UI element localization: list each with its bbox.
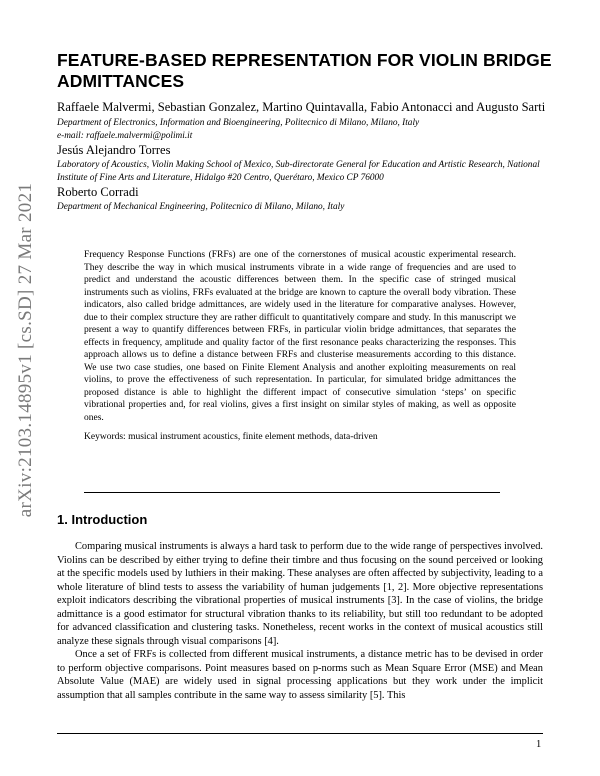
paper-title: FEATURE-BASED REPRESENTATION FOR VIOLIN BRIDGE ADMITTANCES — [57, 50, 552, 91]
abstract-divider — [84, 492, 500, 493]
arxiv-id: arXiv:2103.14895v1 [cs.SD] 27 Mar 2021 — [15, 182, 36, 518]
affiliation-3: Department of Mechanical Engineering, Politecnico di Milano, Milano, Italy — [57, 202, 345, 212]
affiliation-1: Department of Electronics, Information and Bioengineering, Politecnico di Milano, Milano, Italy — [57, 118, 420, 128]
body-paragraph: Comparing musical instruments is always a hard task to perform due to the wide range of perspectives involved. Violins can be described by either trying to define their timbre and thus focusing on the sound perceived or looking at the specific models used by luthiers in their making. These analyses are often affected by subjectivity, leading to a whole literature of blind tests to assess the variability of human judgements [1, 2]. More objective representations exploit indicators describing the vibrational properties of musical instruments [3]. In the case of violins, the bridge admittance is a good estimator for structural vibration thanks to its reliability, but still too redundant to be adopted for advanced classification and clustering tasks. Nonetheless, recent works in the context of musical acoustics still analyze these signals through visual comparisons [4]. — [57, 541, 543, 647]
author-block — [57, 100, 557, 214]
author-names-2: Jesús Alejandro Torres — [57, 143, 171, 157]
page-number: 1 — [536, 739, 542, 750]
author-names-3: Roberto Corradi — [57, 185, 139, 199]
footer-rule — [57, 733, 543, 734]
keywords: Keywords: musical instrument acoustics, finite element methods, data-driven — [84, 432, 378, 442]
arxiv-stamp — [8, 150, 44, 550]
introduction-body — [57, 540, 543, 702]
author-email: e-mail: raffaele.malvermi@polimi.it — [57, 131, 193, 141]
author-names-1: Raffaele Malvermi, Sebastian Gonzalez, Martino Quintavalla, Fabio Antonacci and Augusto Sarti — [57, 100, 546, 114]
affiliation-2: Laboratory of Acoustics, Violin Making School of Mexico, Sub-directorate General for Education and Artistic Research, National Institute of Fine Arts and Literature, Hidalgo #20 Centro, Querétaro, Mexico CP 76000 — [57, 160, 540, 183]
abstract: Frequency Response Functions (FRFs) are one of the cornerstones of musical acoustic experimental research. They describe the way in which musical instruments vibrate in a wide range of frequencies and are used to predict and understand the acoustic differences between them. In the specific case of stringed musical instruments such as violins, FRFs evaluated at the bridge are known to capture the overall body vibration. These indicators, also called bridge admittances, are widely used in the literature for comparative analyses. However, due to their complex structure they are rather difficult to quantitatively compare and study. In this manuscript we present a way to quantify differences between FRFs, in particular violin bridge admittances, that separates the effects in frequency, amplitude and quality factor of the first resonance peaks characterizing the responses. This approach allows us to define a distance between FRFs and clusterise measurements according to this distance. We use two case studies, one based on Finite Element Analysis and another exploiting measurements on real violins, to prove the effectiveness of such representation. In particular, for simulated bridge admittances the proposed distance is able to highlight the different impact of consecutive simulation ‘steps’ on specific vibrational properties and, for real violins, gives a first insight on similar styles of making, as well as opposite ones. — [84, 250, 516, 423]
body-paragraph: Once a set of FRFs is collected from different musical instruments, a distance metric has to be devised in order to perform objective comparisons. Point measures based on p-norms such as Mean Square Error (MSE) and Mean Absolute Value (MAE) are widely used in signal processing applications but they work under the implicit assumption that all samples contribute in the same way to assess similarity [5]. This — [57, 649, 543, 701]
section-heading: 1. Introduction — [57, 512, 148, 527]
